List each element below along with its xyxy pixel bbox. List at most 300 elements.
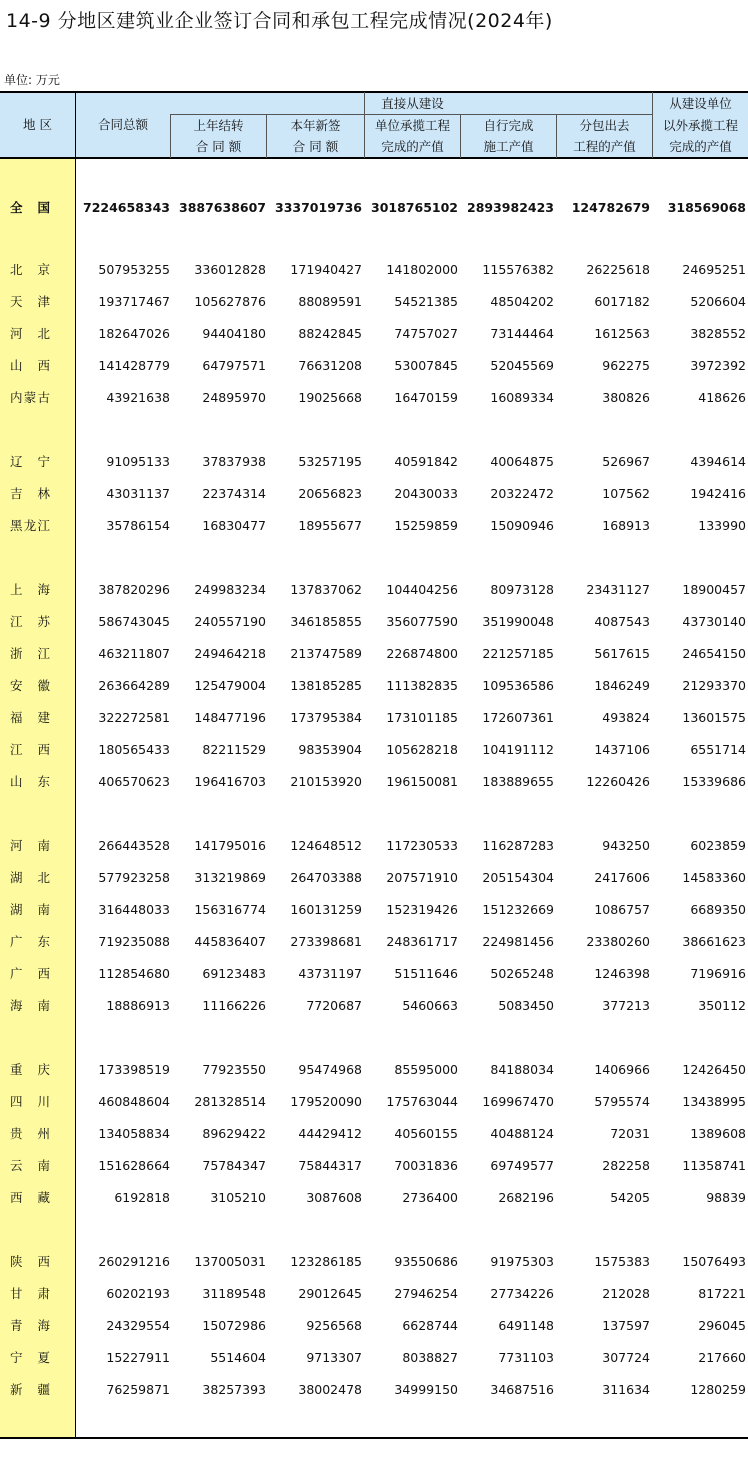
value-cell: 151628664 (98, 1158, 170, 1173)
value-cell: 3087608 (306, 1190, 362, 1205)
value-cell: 104191112 (482, 742, 554, 757)
value-cell: 1280259 (690, 1382, 746, 1397)
value-cell: 318569068 (667, 200, 746, 215)
value-cell: 16089334 (490, 390, 554, 405)
value-cell: 5083450 (498, 998, 554, 1013)
value-cell: 69123483 (202, 966, 266, 981)
region-cell: 内蒙古 (10, 390, 50, 405)
region-cell: 重 庆 (10, 1062, 50, 1077)
value-cell: 75784347 (202, 1158, 266, 1173)
value-cell: 31189548 (202, 1286, 266, 1301)
value-cell: 463211807 (98, 646, 170, 661)
value-cell: 266443528 (98, 838, 170, 853)
value-cell: 20430033 (394, 486, 458, 501)
value-cell: 111382835 (386, 678, 458, 693)
value-cell: 26225618 (586, 262, 650, 277)
value-cell: 445836407 (194, 934, 266, 949)
value-cell: 141795016 (194, 838, 266, 853)
value-cell: 15227911 (106, 1350, 170, 1365)
header-new-signed-1: 本年新签 (290, 118, 341, 133)
value-cell: 173398519 (98, 1062, 170, 1077)
value-cell: 27946254 (394, 1286, 458, 1301)
value-cell: 6689350 (690, 902, 746, 917)
value-cell: 493824 (602, 710, 650, 725)
region-cell: 海 南 (10, 998, 50, 1013)
table-row (0, 1278, 748, 1310)
value-cell: 7731103 (498, 1350, 554, 1365)
value-cell: 89629422 (202, 1126, 266, 1141)
region-cell: 广 西 (10, 966, 50, 981)
region-cell: 陕 西 (10, 1254, 50, 1269)
value-cell: 1612563 (594, 326, 650, 341)
value-cell: 316448033 (98, 902, 170, 917)
value-cell: 22374314 (202, 486, 266, 501)
value-cell: 586743045 (98, 614, 170, 629)
value-cell: 212028 (602, 1286, 650, 1301)
value-cell: 15339686 (682, 774, 746, 789)
value-cell: 44429412 (298, 1126, 362, 1141)
value-cell: 387820296 (98, 582, 170, 597)
table-row (0, 1374, 748, 1406)
value-cell: 172607361 (482, 710, 554, 725)
value-cell: 2682196 (498, 1190, 554, 1205)
value-cell: 138185285 (290, 678, 362, 693)
table-bottom-rule (0, 1437, 748, 1439)
value-cell: 24329554 (106, 1318, 170, 1333)
region-cell: 江 苏 (10, 614, 50, 629)
value-cell: 205154304 (482, 870, 554, 885)
region-cell: 青 海 (10, 1318, 50, 1333)
value-cell: 282258 (602, 1158, 650, 1173)
value-cell: 168913 (602, 518, 650, 533)
value-cell: 2893982423 (467, 200, 554, 215)
region-cell: 甘 肃 (10, 1286, 50, 1301)
value-cell: 3887638607 (179, 200, 266, 215)
value-cell: 3018765102 (371, 200, 458, 215)
table-row (0, 1150, 748, 1182)
value-cell: 207571910 (386, 870, 458, 885)
value-cell: 98353904 (298, 742, 362, 757)
value-cell: 322272581 (98, 710, 170, 725)
value-cell: 29012645 (298, 1286, 362, 1301)
value-cell: 15259859 (394, 518, 458, 533)
value-cell: 9713307 (306, 1350, 362, 1365)
value-cell: 351990048 (482, 614, 554, 629)
value-cell: 19025668 (298, 390, 362, 405)
region-cell: 湖 南 (10, 902, 50, 917)
value-cell: 64797571 (202, 358, 266, 373)
value-cell: 40064875 (490, 454, 554, 469)
value-cell: 460848604 (98, 1094, 170, 1109)
table-row-total (0, 192, 748, 224)
value-cell: 51511646 (394, 966, 458, 981)
value-cell: 40488124 (490, 1126, 554, 1141)
value-cell: 20322472 (490, 486, 554, 501)
region-cell: 山 西 (10, 358, 50, 373)
value-cell: 377213 (602, 998, 650, 1013)
value-cell: 5460663 (402, 998, 458, 1013)
table-row (0, 382, 748, 414)
value-cell: 105628218 (386, 742, 458, 757)
value-cell: 406570623 (98, 774, 170, 789)
header-self-2: 施工产值 (483, 139, 534, 154)
value-cell: 50265248 (490, 966, 554, 981)
table-row (0, 702, 748, 734)
table-row (0, 734, 748, 766)
value-cell: 13438995 (682, 1094, 746, 1109)
region-cell: 天 津 (10, 294, 50, 309)
value-cell: 152319426 (386, 902, 458, 917)
value-cell: 6192818 (114, 1190, 170, 1205)
header-other-1: 以外承揽工程 (662, 118, 738, 133)
value-cell: 76631208 (298, 358, 362, 373)
value-cell: 80973128 (490, 582, 554, 597)
value-cell: 13601575 (682, 710, 746, 725)
region-cell: 山 东 (10, 774, 50, 789)
value-cell: 24895970 (202, 390, 266, 405)
value-cell: 93550686 (394, 1254, 458, 1269)
value-cell: 141802000 (386, 262, 458, 277)
value-cell: 249464218 (194, 646, 266, 661)
value-cell: 196416703 (194, 774, 266, 789)
value-cell: 1575383 (594, 1254, 650, 1269)
value-cell: 313219869 (194, 870, 266, 885)
value-cell: 18886913 (106, 998, 170, 1013)
header-sub-1: 分包出去 (579, 118, 630, 133)
value-cell: 943250 (602, 838, 650, 853)
value-cell: 160131259 (290, 902, 362, 917)
value-cell: 52045569 (490, 358, 554, 373)
value-cell: 213747589 (290, 646, 362, 661)
value-cell: 6017182 (594, 294, 650, 309)
value-cell: 43730140 (682, 614, 746, 629)
table-row (0, 766, 748, 798)
value-cell: 221257185 (482, 646, 554, 661)
value-cell: 248361717 (386, 934, 458, 949)
table-row (0, 446, 748, 478)
value-cell: 24654150 (682, 646, 746, 661)
value-cell: 134058834 (98, 1126, 170, 1141)
value-cell: 35786154 (106, 518, 170, 533)
table-row (0, 1246, 748, 1278)
region-cell: 四 川 (10, 1094, 50, 1109)
value-cell: 98839 (706, 1190, 746, 1205)
table-row (0, 862, 748, 894)
value-cell: 9256568 (306, 1318, 362, 1333)
value-cell: 137005031 (194, 1254, 266, 1269)
value-cell: 2417606 (594, 870, 650, 885)
value-cell: 115576382 (482, 262, 554, 277)
table-row (0, 1310, 748, 1342)
value-cell: 224981456 (482, 934, 554, 949)
value-cell: 18900457 (682, 582, 746, 597)
value-cell: 85595000 (394, 1062, 458, 1077)
value-cell: 21293370 (682, 678, 746, 693)
value-cell: 40591842 (394, 454, 458, 469)
value-cell: 107562 (602, 486, 650, 501)
value-cell: 116287283 (482, 838, 554, 853)
region-cell: 北 京 (10, 262, 50, 277)
value-cell: 260291216 (98, 1254, 170, 1269)
value-cell: 117230533 (386, 838, 458, 853)
table-row (0, 574, 748, 606)
value-cell: 217660 (698, 1350, 746, 1365)
table-row (0, 1086, 748, 1118)
value-cell: 180565433 (98, 742, 170, 757)
value-cell: 91975303 (490, 1254, 554, 1269)
value-cell: 16470159 (394, 390, 458, 405)
table-row (0, 830, 748, 862)
table-row (0, 1182, 748, 1214)
value-cell: 91095133 (106, 454, 170, 469)
value-cell: 123286185 (290, 1254, 362, 1269)
value-cell: 507953255 (98, 262, 170, 277)
value-cell: 12260426 (586, 774, 650, 789)
value-cell: 240557190 (194, 614, 266, 629)
value-cell: 6551714 (690, 742, 746, 757)
value-cell: 34999150 (394, 1382, 458, 1397)
value-cell: 273398681 (290, 934, 362, 949)
value-cell: 5617615 (594, 646, 650, 661)
value-cell: 156316774 (194, 902, 266, 917)
region-cell: 安 徽 (10, 678, 50, 693)
value-cell: 7224658343 (83, 200, 170, 215)
header-contract-total: 合同总额 (97, 117, 148, 132)
value-cell: 137837062 (290, 582, 362, 597)
value-cell: 76259871 (106, 1382, 170, 1397)
region-cell: 宁 夏 (10, 1350, 50, 1365)
value-cell: 281328514 (194, 1094, 266, 1109)
value-cell: 70031836 (394, 1158, 458, 1173)
region-cell: 河 南 (10, 838, 50, 853)
value-cell: 1246398 (594, 966, 650, 981)
value-cell: 12426450 (682, 1062, 746, 1077)
region-cell: 湖 北 (10, 870, 50, 885)
value-cell: 6023859 (690, 838, 746, 853)
value-cell: 109536586 (482, 678, 554, 693)
value-cell: 137597 (602, 1318, 650, 1333)
value-cell: 193717467 (98, 294, 170, 309)
region-cell: 云 南 (10, 1158, 50, 1173)
value-cell: 7720687 (306, 998, 362, 1013)
value-cell: 336012828 (194, 262, 266, 277)
page-title: 14-9 分地区建筑业企业签订合同和承包工程完成情况(2024年) (6, 10, 553, 32)
value-cell: 264703388 (290, 870, 362, 885)
value-cell: 1389608 (690, 1126, 746, 1141)
value-cell: 18955677 (298, 518, 362, 533)
table-row (0, 670, 748, 702)
value-cell: 296045 (698, 1318, 746, 1333)
value-cell: 3972392 (690, 358, 746, 373)
value-cell: 151232669 (482, 902, 554, 917)
header-bottom-rule (0, 157, 748, 159)
header-direct-1: 单位承揽工程 (374, 118, 450, 133)
table-row (0, 1342, 748, 1374)
value-cell: 125479004 (194, 678, 266, 693)
value-cell: 577923258 (98, 870, 170, 885)
table-row (0, 606, 748, 638)
value-cell: 526967 (602, 454, 650, 469)
region-cell: 黑龙江 (10, 518, 50, 533)
value-cell: 173795384 (290, 710, 362, 725)
value-cell: 27734226 (490, 1286, 554, 1301)
value-cell: 7196916 (690, 966, 746, 981)
value-cell: 53007845 (394, 358, 458, 373)
value-cell: 2736400 (402, 1190, 458, 1205)
value-cell: 69749577 (490, 1158, 554, 1173)
header-other-2: 完成的产值 (669, 139, 732, 154)
header-direct-group: 直接从建设 (381, 96, 444, 111)
value-cell: 43031137 (106, 486, 170, 501)
value-cell: 73144464 (490, 326, 554, 341)
value-cell: 148477196 (194, 710, 266, 725)
table-row (0, 1118, 748, 1150)
value-cell: 24695251 (682, 262, 746, 277)
value-cell: 104404256 (386, 582, 458, 597)
value-cell: 249983234 (194, 582, 266, 597)
table-row (0, 990, 748, 1022)
value-cell: 43731197 (298, 966, 362, 981)
value-cell: 72031 (610, 1126, 650, 1141)
region-cell: 贵 州 (10, 1126, 50, 1141)
region-cell: 广 东 (10, 934, 50, 949)
value-cell: 48504202 (490, 294, 554, 309)
value-cell: 40560155 (394, 1126, 458, 1141)
value-cell: 77923550 (202, 1062, 266, 1077)
value-cell: 15090946 (490, 518, 554, 533)
value-cell: 124648512 (290, 838, 362, 853)
value-cell: 346185855 (290, 614, 362, 629)
value-cell: 124782679 (571, 200, 650, 215)
value-cell: 54205 (610, 1190, 650, 1205)
value-cell: 8038827 (402, 1350, 458, 1365)
header-sub-2: 工程的产值 (573, 139, 636, 154)
value-cell: 20656823 (298, 486, 362, 501)
value-cell: 34687516 (490, 1382, 554, 1397)
value-cell: 133990 (698, 518, 746, 533)
value-cell: 719235088 (98, 934, 170, 949)
value-cell: 95474968 (298, 1062, 362, 1077)
region-cell: 河 北 (10, 326, 50, 341)
value-cell: 112854680 (98, 966, 170, 981)
value-cell: 23380260 (586, 934, 650, 949)
region-cell: 上 海 (10, 582, 50, 597)
value-cell: 1086757 (594, 902, 650, 917)
value-cell: 173101185 (386, 710, 458, 725)
value-cell: 15076493 (682, 1254, 746, 1269)
value-cell: 311634 (602, 1382, 650, 1397)
value-cell: 60202193 (106, 1286, 170, 1301)
table-row (0, 478, 748, 510)
value-cell: 82211529 (202, 742, 266, 757)
value-cell: 3337019736 (275, 200, 362, 215)
value-cell: 263664289 (98, 678, 170, 693)
value-cell: 171940427 (290, 262, 362, 277)
value-cell: 307724 (602, 1350, 650, 1365)
table-row (0, 926, 748, 958)
value-cell: 169967470 (482, 1094, 554, 1109)
header-prev-balance-2: 合 同 额 (195, 139, 242, 154)
table-row (0, 894, 748, 926)
value-cell: 183889655 (482, 774, 554, 789)
header-self-1: 自行完成 (483, 118, 534, 133)
value-cell: 88242845 (298, 326, 362, 341)
value-cell: 210153920 (290, 774, 362, 789)
table-row (0, 318, 748, 350)
value-cell: 53257195 (298, 454, 362, 469)
value-cell: 182647026 (98, 326, 170, 341)
value-cell: 226874800 (386, 646, 458, 661)
header-direct-2: 完成的产值 (381, 139, 444, 154)
value-cell: 88089591 (298, 294, 362, 309)
unit-label: 单位: 万元 (4, 73, 60, 87)
value-cell: 105627876 (194, 294, 266, 309)
value-cell: 1846249 (594, 678, 650, 693)
value-cell: 1406966 (594, 1062, 650, 1077)
value-cell: 15072986 (202, 1318, 266, 1333)
table-row (0, 510, 748, 542)
header-region: 地 区 (23, 117, 52, 132)
value-cell: 350112 (698, 998, 746, 1013)
region-cell: 新 疆 (10, 1382, 50, 1397)
value-cell: 5514604 (210, 1350, 266, 1365)
table-row (0, 958, 748, 990)
value-cell: 5206604 (690, 294, 746, 309)
value-cell: 14583360 (682, 870, 746, 885)
value-cell: 3828552 (690, 326, 746, 341)
value-cell: 356077590 (386, 614, 458, 629)
value-cell: 6491148 (498, 1318, 554, 1333)
table-row (0, 638, 748, 670)
value-cell: 6628744 (402, 1318, 458, 1333)
region-cell: 辽 宁 (10, 454, 50, 469)
value-cell: 817221 (698, 1286, 746, 1301)
value-cell: 84188034 (490, 1062, 554, 1077)
value-cell: 179520090 (290, 1094, 362, 1109)
value-cell: 74757027 (394, 326, 458, 341)
value-cell: 38002478 (298, 1382, 362, 1397)
value-cell: 1942416 (690, 486, 746, 501)
header-other-0: 从建设单位 (669, 96, 732, 111)
region-cell: 西 藏 (10, 1190, 50, 1205)
value-cell: 43921638 (106, 390, 170, 405)
value-cell: 418626 (698, 390, 746, 405)
value-cell: 4087543 (594, 614, 650, 629)
value-cell: 54521385 (394, 294, 458, 309)
header-new-signed-2: 合 同 额 (292, 139, 339, 154)
value-cell: 38257393 (202, 1382, 266, 1397)
region-cell: 福 建 (10, 710, 50, 725)
value-cell: 3105210 (210, 1190, 266, 1205)
region-cell: 全 国 (10, 200, 50, 215)
value-cell: 37837938 (202, 454, 266, 469)
region-cell: 江 西 (10, 742, 50, 757)
value-cell: 11166226 (202, 998, 266, 1013)
header-prev-balance-1: 上年结转 (193, 118, 244, 133)
value-cell: 23431127 (586, 582, 650, 597)
table-row (0, 254, 748, 286)
value-cell: 380826 (602, 390, 650, 405)
value-cell: 16830477 (202, 518, 266, 533)
value-cell: 141428779 (98, 358, 170, 373)
value-cell: 38661623 (682, 934, 746, 949)
region-cell: 浙 江 (10, 646, 50, 661)
value-cell: 196150081 (386, 774, 458, 789)
value-cell: 11358741 (682, 1158, 746, 1173)
value-cell: 4394614 (690, 454, 746, 469)
value-cell: 94404180 (202, 326, 266, 341)
value-cell: 75844317 (298, 1158, 362, 1173)
